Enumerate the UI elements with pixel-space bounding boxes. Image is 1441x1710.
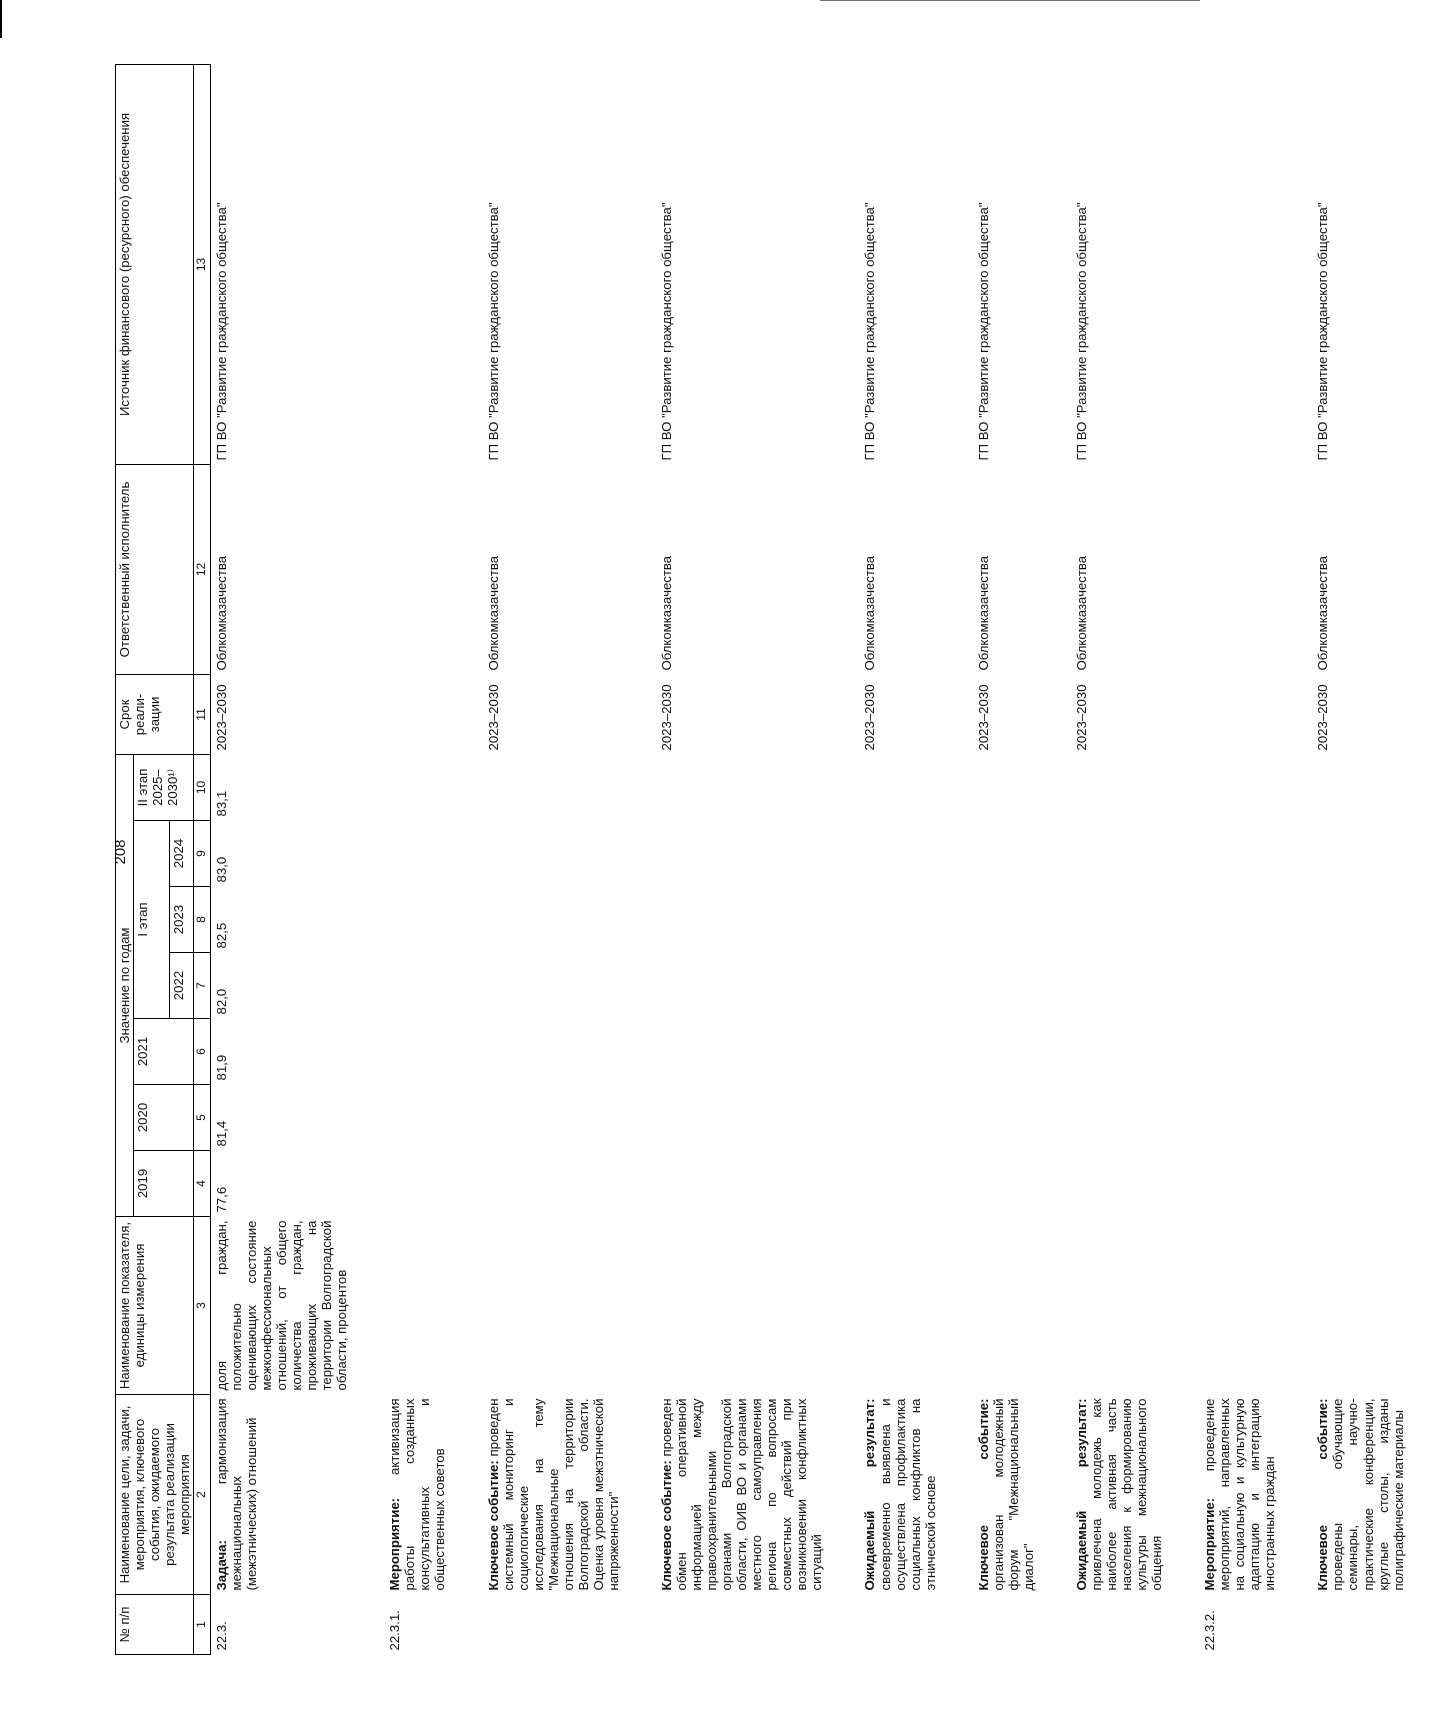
table-row <box>1199 64 1282 1654</box>
table-row <box>859 64 942 1654</box>
row-period: 2023–2030 <box>213 684 229 751</box>
row-text: своевременно выявлена и осуществлена профилактика социальных конфликтов на этнической основе <box>877 1398 938 1591</box>
row-indicator <box>973 1217 1041 1395</box>
row-description <box>483 1395 626 1595</box>
header-indicator: Наименование показателя, единицы измерения <box>116 1217 194 1395</box>
row-spacer <box>943 64 973 1654</box>
column-number: 8 <box>194 887 211 953</box>
table-body <box>210 64 1440 1654</box>
row-text: организован молодежный форум "Межнациональный диалог" <box>990 1398 1036 1591</box>
value-2025-2030: 83,1 <box>213 790 229 817</box>
column-number: 5 <box>194 1085 211 1151</box>
row-period <box>1199 674 1282 754</box>
row-spacer <box>1411 64 1441 1654</box>
value-2019 <box>1199 1151 1282 1217</box>
value-2025-2030 <box>483 754 626 820</box>
value-2019 <box>1312 1151 1410 1217</box>
row-source: ГП ВО "Развитие гражданского общества" <box>213 202 229 461</box>
row-spacer <box>453 64 483 1654</box>
value-2020 <box>1199 1085 1282 1151</box>
row-period: 2023–2030 <box>658 684 674 751</box>
row-spacer <box>829 64 859 1654</box>
row-spacer-cell <box>829 64 859 1654</box>
row-source: ГП ВО "Развитие гражданского общества" <box>658 202 674 461</box>
value-2024 <box>1071 821 1169 887</box>
header-period: Срок реали-зации <box>116 674 194 754</box>
header-2021: 2021 <box>134 1019 194 1085</box>
column-number: 4 <box>194 1151 211 1217</box>
row-source: ГП ВО "Развитие гражданского общества" <box>485 202 501 461</box>
header-2020: 2020 <box>134 1085 194 1151</box>
value-2021 <box>973 1019 1041 1085</box>
value-2025-2030 <box>1312 754 1410 820</box>
table-row <box>384 64 452 1654</box>
row-text: проведен обмен оперативной информацией между правоохранительными органами Волгоградской области, ОИВ ВО и органами местного самоуправления региона по вопросам совместных действий при возникновении конфликтных ситуаций <box>658 1398 825 1591</box>
value-2022 <box>384 953 452 1019</box>
table-row <box>1071 64 1169 1654</box>
row-executor: Облкомказачества <box>1315 555 1331 671</box>
row-code: 22.3.2. <box>1202 1610 1218 1651</box>
row-code <box>1312 1595 1410 1655</box>
row-executor: Облкомказачества <box>658 555 674 671</box>
value-2021 <box>1199 1019 1282 1085</box>
value-2022 <box>483 953 626 1019</box>
row-code <box>973 1595 1041 1655</box>
value-2022 <box>1312 953 1410 1019</box>
value-2025-2030 <box>859 754 942 820</box>
row-source: ГП ВО "Развитие гражданского общества" <box>862 202 878 461</box>
value-2019 <box>859 1151 942 1217</box>
row-text: проведен системный мониторинг и социологические исследования на тему "Межнациональные отношения на территории Волгоградской области. Оценка уровня межэтнической напряженности" <box>485 1398 621 1591</box>
row-label: Ожидаемый результат: <box>862 1398 878 1591</box>
row-code <box>483 1595 626 1655</box>
header-executor: Ответственный исполнитель <box>116 464 194 674</box>
row-label: Ключевое событие: <box>485 1460 501 1591</box>
value-2023 <box>656 887 830 953</box>
rotated-table-container <box>115 65 1406 1655</box>
row-executor: Облкомказачества <box>1073 555 1089 671</box>
value-2023 <box>1199 887 1282 953</box>
header-2019: 2019 <box>134 1151 194 1217</box>
column-number: 6 <box>194 1019 211 1085</box>
row-indicator: доля граждан, положительно оценивающих состояние межконфессиональных отношений, от общего количества граждан, проживающих на территории Волгоградской области, процентов <box>213 1220 350 1391</box>
row-executor <box>384 464 452 674</box>
value-2020 <box>483 1085 626 1151</box>
value-2020 <box>1071 1085 1169 1151</box>
value-2021 <box>1071 1019 1169 1085</box>
row-spacer-cell <box>1041 64 1071 1654</box>
value-2023: 82,5 <box>213 922 229 949</box>
value-2019 <box>483 1151 626 1217</box>
row-text: проведение мероприятий, направленных на социальную и культурную адаптацию и интеграцию иностранных граждан <box>1202 1398 1278 1591</box>
header-stage-2: II этап 2025–2030¹⁾ <box>134 754 194 820</box>
row-spacer-cell <box>943 64 973 1654</box>
program-table <box>115 64 1441 1655</box>
value-2024 <box>1312 821 1410 887</box>
column-number: 9 <box>194 821 211 887</box>
row-indicator <box>1199 1217 1282 1395</box>
header-number: № п/п <box>116 1595 194 1655</box>
value-2021 <box>483 1019 626 1085</box>
row-indicator <box>1071 1217 1169 1395</box>
row-executor: Облкомказачества <box>485 555 501 671</box>
value-2023 <box>859 887 942 953</box>
row-executor: Облкомказачества <box>862 555 878 671</box>
value-2019 <box>973 1151 1041 1217</box>
value-2024 <box>656 821 830 887</box>
value-2023 <box>483 887 626 953</box>
header-2023: 2023 <box>170 887 194 953</box>
row-description <box>384 1395 452 1595</box>
row-spacer <box>1282 64 1312 1654</box>
row-description <box>859 1395 942 1595</box>
scan-edge-mark <box>0 0 2 38</box>
row-spacer-cell <box>626 64 656 1654</box>
row-spacer <box>1041 64 1071 1654</box>
row-description <box>1071 1395 1169 1595</box>
value-2024 <box>483 821 626 887</box>
row-code <box>859 1595 942 1655</box>
value-2019: 77,6 <box>213 1186 229 1213</box>
value-2020 <box>859 1085 942 1151</box>
row-label: Задача: <box>213 1540 229 1591</box>
value-2023 <box>973 887 1041 953</box>
table-row <box>1312 64 1410 1654</box>
column-number: 12 <box>194 464 211 674</box>
row-text: привлечена молодежь как наиболее активная часть населения к формированию культуры межнационального общения <box>1088 1398 1165 1591</box>
row-source: ГП ВО "Развитие гражданского общества" <box>1315 202 1331 461</box>
row-source: ГП ВО "Развитие гражданского общества" <box>1073 202 1089 461</box>
row-code: 22.3. <box>213 1621 229 1651</box>
row-indicator <box>859 1217 942 1395</box>
value-2022: 82,0 <box>213 988 229 1015</box>
row-text: проведены обучающие семинары, научно-практические конференции, круглые столы, изданы полиграфические материалы <box>1330 1398 1406 1591</box>
row-period: 2023–2030 <box>975 684 991 751</box>
row-spacer <box>354 64 384 1654</box>
header-values-by-year: Значение по годам <box>116 754 134 1216</box>
value-2021: 81,9 <box>213 1054 229 1081</box>
row-spacer-cell <box>453 64 483 1654</box>
value-2025-2030 <box>973 754 1041 820</box>
value-2024 <box>1199 821 1282 887</box>
table-row <box>656 64 830 1654</box>
column-number: 13 <box>194 64 211 464</box>
row-indicator <box>384 1217 452 1395</box>
value-2024: 83,0 <box>213 856 229 883</box>
value-2023 <box>1071 887 1169 953</box>
value-2024 <box>973 821 1041 887</box>
value-2020 <box>656 1085 830 1151</box>
row-period: 2023–2030 <box>1315 684 1331 751</box>
value-2020 <box>973 1085 1041 1151</box>
column-number: 3 <box>194 1217 211 1395</box>
row-executor: Облкомказачества <box>975 555 991 671</box>
header-name: Наименование цели, задачи, мероприятия, ключевого события, ожидаемого результата реализации мероприятия <box>116 1395 194 1595</box>
row-spacer <box>626 64 656 1654</box>
row-code <box>656 1595 830 1655</box>
header-2022: 2022 <box>170 953 194 1019</box>
value-2022 <box>656 953 830 1019</box>
value-2025-2030 <box>1199 754 1282 820</box>
scan-top-line <box>820 0 1200 1</box>
row-label: Мероприятие: <box>1202 1497 1218 1591</box>
row-code <box>1071 1595 1169 1655</box>
value-2022 <box>1071 953 1169 1019</box>
row-period <box>384 674 452 754</box>
header-stage-1: I этап <box>134 821 170 1019</box>
header-2024: 2024 <box>170 821 194 887</box>
row-description <box>1199 1395 1282 1595</box>
value-2022 <box>1199 953 1282 1019</box>
row-indicator <box>483 1217 626 1395</box>
row-source: ГП ВО "Развитие гражданского общества" <box>975 202 991 461</box>
value-2025-2030 <box>1071 754 1169 820</box>
column-number: 2 <box>194 1395 211 1595</box>
row-spacer-cell <box>1282 64 1312 1654</box>
row-description <box>656 1395 830 1595</box>
column-number: 10 <box>194 754 211 820</box>
row-label: Ключевое событие: <box>975 1398 991 1591</box>
value-2022 <box>973 953 1041 1019</box>
row-spacer-cell <box>354 64 384 1654</box>
row-spacer <box>1169 64 1199 1654</box>
row-executor <box>1199 464 1282 674</box>
value-2023 <box>1312 887 1410 953</box>
value-2019 <box>1071 1151 1169 1217</box>
value-2022 <box>859 953 942 1019</box>
row-source <box>1199 64 1282 464</box>
row-spacer-cell <box>1411 64 1441 1654</box>
value-2020: 81,4 <box>213 1120 229 1147</box>
row-period: 2023–2030 <box>1073 684 1089 751</box>
row-source <box>384 64 452 464</box>
row-label: Ключевое событие: <box>1315 1398 1331 1591</box>
value-2021 <box>656 1019 830 1085</box>
row-period: 2023–2030 <box>862 684 878 751</box>
row-description <box>1312 1395 1410 1595</box>
value-2019 <box>656 1151 830 1217</box>
row-description <box>210 1395 354 1595</box>
row-spacer-cell <box>1169 64 1199 1654</box>
row-text: активизация работы созданных консультативных и общественных советов <box>387 1398 448 1591</box>
column-number: 11 <box>194 674 211 754</box>
value-2020 <box>384 1085 452 1151</box>
row-code: 22.3.1. <box>387 1610 403 1651</box>
value-2021 <box>384 1019 452 1085</box>
column-number: 7 <box>194 953 211 1019</box>
value-2024 <box>859 821 942 887</box>
row-label: Ключевое событие: <box>658 1460 674 1591</box>
value-2023 <box>384 887 452 953</box>
row-executor: Облкомказачества <box>213 555 229 671</box>
row-text: гармонизация межнациональных (межэтнических) отношений <box>213 1398 259 1591</box>
row-period: 2023–2030 <box>485 684 501 751</box>
value-2021 <box>1312 1019 1410 1085</box>
value-2025-2030 <box>384 754 452 820</box>
table-row <box>210 64 354 1654</box>
row-indicator <box>656 1217 830 1395</box>
value-2021 <box>859 1019 942 1085</box>
row-label: Ожидаемый результат: <box>1073 1398 1089 1591</box>
value-2019 <box>384 1151 452 1217</box>
row-label: Мероприятие: <box>387 1497 403 1591</box>
value-2025-2030 <box>656 754 830 820</box>
header-source: Источник финансового (ресурсного) обеспечения <box>116 64 194 464</box>
value-2020 <box>1312 1085 1410 1151</box>
table-row <box>973 64 1041 1654</box>
table-row <box>483 64 626 1654</box>
value-2024 <box>384 821 452 887</box>
column-number: 1 <box>194 1595 211 1655</box>
page-number: 208 <box>111 839 129 865</box>
row-indicator <box>1312 1217 1410 1395</box>
row-description <box>973 1395 1041 1595</box>
